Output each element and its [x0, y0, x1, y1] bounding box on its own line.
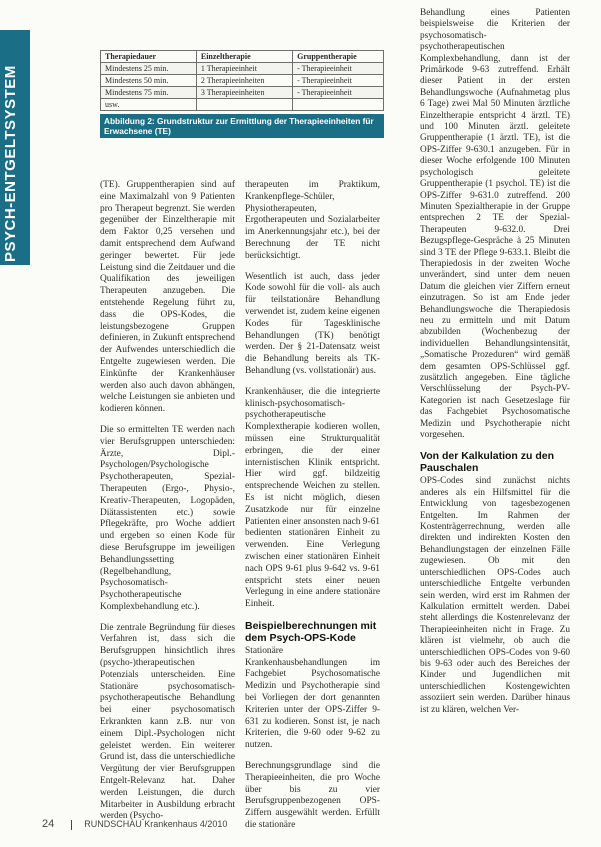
table-cell: Mindestens 50 min.	[101, 75, 197, 87]
table-cell: - Therapieeinheit	[293, 87, 384, 99]
table-row	[101, 75, 384, 87]
paragraph: Behandlung eines Patienten beispielsweise die Kriterien der psychosomatisch-psychotherapeutischen Komplexbehandlung, dann ist der Primärkode 9-63 zutreffend. Erhält dieser Patient in der ersten Behandlungswoche (Aufnahmetag plus 6 Tage) zwei Mal 50 Minuten ärztliche Einzeltherapie entspricht 4 ärztl. TE) und 100 Minuten ärztl. geleitete Gruppentherapie (1 ärztl. TE), ist die OPS-Ziffer 9-630.1 anzugeben. Für in dieser Woche erfolgende 100 Minuten psychologisch geleitete Gruppentherapie (1 psychol. TE) ist die OPS-Ziffer 9-631.0 zutreffend. 200 Minuten Spezialtherapie in der Gruppe entsprechen 2 TE der Spezial-Therapeuten 9-632.0. Drei Bezugspflege-Gespräche à 25 Minuten sind 3 TE der Pflege 9-633.1. Bleibt die Therapiedosis in der zweiten Woche unverändert, sind unter dem neuen Datum die gleichen vier Ziffern erneut einzutragen. So ist am Ende jeder Behandlungswoche die Therapiedosis neu zu ermitteln und mit Datum abzubilden (Wochenbezug der individuellen Behandlungsintensität, „Somatische Prozeduren“ wird gemäß dem gesamten OPS-Schlüssel ggf. zusätzlich angegeben. Eine tägliche Verschlüsselung der Psych-PV-Kategorien ist nach Gesetzeslage für das Fachgebiet Psychosomatische Medizin und Psychotherapie nicht vorgesehen.	[420, 8, 570, 441]
paragraph: Die zentrale Begründung für dieses Verfahren ist, dass sich die Berufsgruppen hinsichtlich ihres (psycho-)therapeutischen Potenzials unterscheiden. Eine Stationäre psychosomatisch-psychotherapeutische Behandlung bei einer psychosomatisch Erkrankten kann z.B. nur von einem Dipl.-Psychologen nicht geleistet werden. Ein weiterer Grund ist, dass die unterschiedliche Vergütung der vier Berufsgruppen Entgelt-Relevanz hat. Daher werden Leistungen, die durch Mitarbeiter in Ausbildung erbracht werden (Psycho-	[100, 622, 235, 822]
table-cell: 3 Therapieeinheiten	[196, 87, 292, 99]
table-header-cell: Einzeltherapie	[196, 51, 292, 63]
text-column-2	[245, 180, 380, 841]
text-column-3	[420, 8, 570, 725]
paragraph: Stationäre Krankenhausbehandlungen im Fachgebiet Psychosomatische Medizin und Psychotherapie sind bei Vorliegen der dort genannten Kriterien unter der OPS-Ziffer 9-631 zu kodieren. Sonst ist, je nach Kriterien, die 9-60 oder 9-62 zu nutzen.	[245, 645, 380, 751]
table-cell	[196, 99, 292, 111]
table-cell: - Therapieeinheit	[293, 75, 384, 87]
paragraph: Berechnungsgrundlage sind die Therapieeinheiten, die pro Woche über bis zu vier Berufsgruppenbezogenen OPS-Ziffern ausgewählt werden. Erfüllt die stationäre	[245, 761, 380, 831]
paragraph: OPS-Codes sind zunächst nichts anderes als ein Hilfsmittel für die Entwicklung von tagesbezogenen Entgelten. Im Rahmen der Kostenträgerrechnung, werden alle direkten und indirekten Kosten den Behandlungstagen der einzelnen Fälle zugewiesen. Ob mit den unterschiedlichen OPS-Codes auch unterschiedliche Entgelte verbunden sein werden, wird erst im Rahmen der Kalkulation ermittelt werden. Dabei steht allerdings die Kostenrelevanz der Therapieeinheiten nicht in Frage. Zu klären ist vielmehr, ob auch die unterschiedlichen OPS-Codes von 9-60 bis 9-63 oder auch des Bereiches der Kinder und Jugendlichen mit unterschiedlichen Kostengewichten assoziiert sein werden. Darüber hinaus ist zu klären, welchen Ver-	[420, 476, 570, 715]
table-row	[101, 63, 384, 75]
table-header-cell: Gruppentherapie	[293, 51, 384, 63]
footer-divider	[71, 820, 72, 830]
table-row	[101, 87, 384, 99]
footer-source: RUNDSCHAU Krankenhaus 4/2010	[84, 819, 228, 829]
paragraph: Krankenhäuser, die die integrierte klinisch-psychosomatisch-psychotherapeutische Komplextherapie kodieren wollen, müssen eine Strukturqualität erbringen, die der einer internistischen Klinik entspricht. Hier wird ggf. bildzeitig entsprechende Weichen zu stellen. Es ist nicht möglich, diesen Zusatzkode nur für einzelne Patienten einer ansonsten nach 9-61 bedienten stationären Einheit zu verwenden. Eine Verlegung zwischen einer stationären Einheit nach OPS 9-61 plus 9-642 vs. 9-61 entspricht stets einer neuen Verlegung in eine andere stationäre Einheit.	[245, 386, 380, 610]
text-column-1	[100, 180, 235, 832]
section-heading: Beispielberechnungen mit dem Psych-OPS-Kode	[245, 619, 377, 644]
table-header-cell: Therapiedauer	[101, 51, 197, 63]
table-cell: - Therapieeinheit	[293, 63, 384, 75]
page-footer	[42, 818, 227, 830]
section-sidebar	[0, 30, 30, 265]
paragraph: (TE). Gruppentherapien sind auf eine Maximalzahl von 9 Patienten pro Therapeut begrenzt. Sie werden gegenüber der Einzeltherapie mit dem Faktor 0,25 versehen und damit entsprechend dem Aufwand geringer bewertet. Für jede Leistung sind die Zeitdauer und die Qualifikation des jeweiligen Therapeuten anzugeben. Die entstehende Regelung führt zu, dass die OPS-Kodes, die leistungsbezogene Gruppen definieren, in Zukunft entsprechend der Aufwendes unterschiedlich die Entgelte zugewiesen werden. Die Einkünfte der Krankenhäuser werden also auch davon abhängen, welche Leistungen sie anbieten und kodieren können.	[100, 180, 235, 415]
therapy-figure	[100, 50, 384, 138]
table-cell: usw.	[101, 99, 197, 111]
table-cell: 2 Therapieeinheiten	[196, 75, 292, 87]
table-cell: 1 Therapieeinheit	[196, 63, 292, 75]
table-cell: Mindestens 25 min.	[101, 63, 197, 75]
paragraph: Wesentlich ist auch, dass jeder Kode sowohl für die voll- als auch für teilstationäre Behandlung verwendet ist, zudem keine eigenen Kodes für Tagesklinische Behandlungen (TK) benötigt werden. Der § 21-Datensatz weist die Behandlung bereits als TK-Behandlung (vs. vollstationär) aus.	[245, 271, 380, 376]
paragraph: therapeuten im Praktikum, Krankenpflege-Schüler, Physiotherapeuten, Ergotherapeuten und Sozialarbeiter im Anerkennungsjahr etc.), bei der Berechnung der TE nicht berücksichtigt.	[245, 180, 380, 261]
table-cell	[293, 99, 384, 111]
table-cell: Mindestens 75 min.	[101, 87, 197, 99]
table-row	[101, 99, 384, 111]
section-heading: Von der Kalkulation zu den Pauschalen	[420, 450, 554, 475]
sidebar-label: PSYCH-ENTGELTSYSTEM	[2, 65, 19, 262]
figure-caption: Abbildung 2: Grundstruktur zur Ermittlung der Therapieeinheiten für Erwachsene (TE)	[100, 114, 384, 138]
page-number: 24	[42, 818, 55, 830]
table-header-row	[101, 51, 384, 63]
paragraph: Die so ermittelten TE werden nach vier Berufsgruppen unterschieden: Ärzte, Dipl.-Psychologen/Psychologische Psychotherapeuten, Spezial-Therapeuten (Ergo-, Physio-, Kreativ-Therapeuten, Logopäden, Diätassistenten etc.) sowie Pflegekräfte, pro Woche addiert und ergeben so einen Kode für diese Berufsgruppe im jeweiligen Behandlungssetting (Regelbehandlung, Psychosomatisch-Psychotherapeutische Komplexbehandlung etc.).	[100, 424, 235, 612]
therapy-table	[100, 50, 384, 111]
